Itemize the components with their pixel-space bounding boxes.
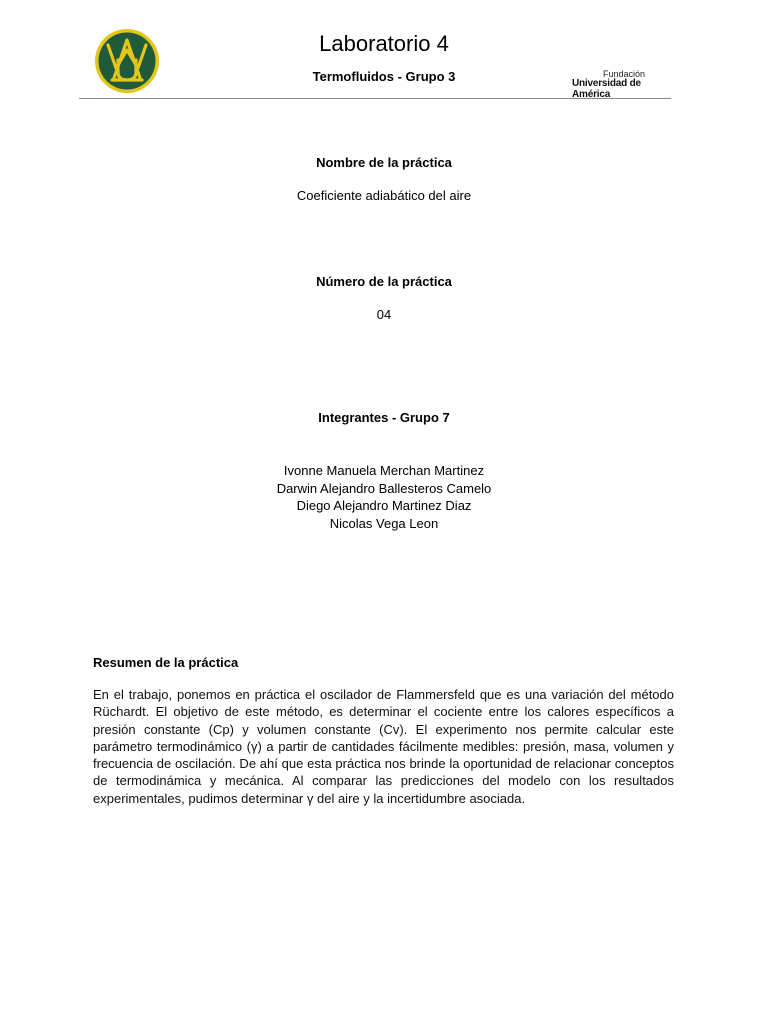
members-list [0,462,768,532]
brand-small-text: Fundación [603,69,646,79]
member-name: Nicolas Vega Leon [329,515,439,531]
header-divider [79,98,671,99]
page-subtitle: Termofluidos - Grupo 3 [312,69,456,84]
member-name: Ivonne Manuela Merchan Martinez [283,463,485,478]
members-label: Integrantes - Grupo 7 [318,410,450,425]
practice-number-label: Número de la práctica [316,274,452,289]
practice-number-value: 04 [376,307,392,322]
practice-name-label: Nombre de la práctica [316,155,452,170]
member-name: Diego Alejandro Martinez Diaz [296,498,472,513]
brand-logo-text [572,70,672,100]
summary-heading: Resumen de la práctica [93,655,239,670]
brand-main-text: Universidad de América [572,78,641,100]
member-name: Darwin Alejandro Ballesteros Camelo [276,480,492,496]
practice-name-value: Coeficiente adiabático del aire [296,188,472,203]
summary-paragraph: En el trabajo, ponemos en práctica el oscilador de Flammersfeld que es una variación del método Rüchardt. El objetivo de este método, es determinar el cociente entre los calores específicos a presión constante (Cp) y volumen constante (Cv). El experimento nos permite calcular este parámetro termodinámico (γ) a partir de cantidades fácilmente medibles: presión, masa, volumen y frecuencia de oscilación. De ahí que esta práctica nos brinde la oportunidad de relacionar conceptos de termodinámica y mecánica. Al comparar las predicciones del modelo con los resultados experimentales, pudimos determinar γ del aire y la incertidumbre asociada. [93,687,674,806]
page-title: Laboratorio 4 [319,31,449,56]
